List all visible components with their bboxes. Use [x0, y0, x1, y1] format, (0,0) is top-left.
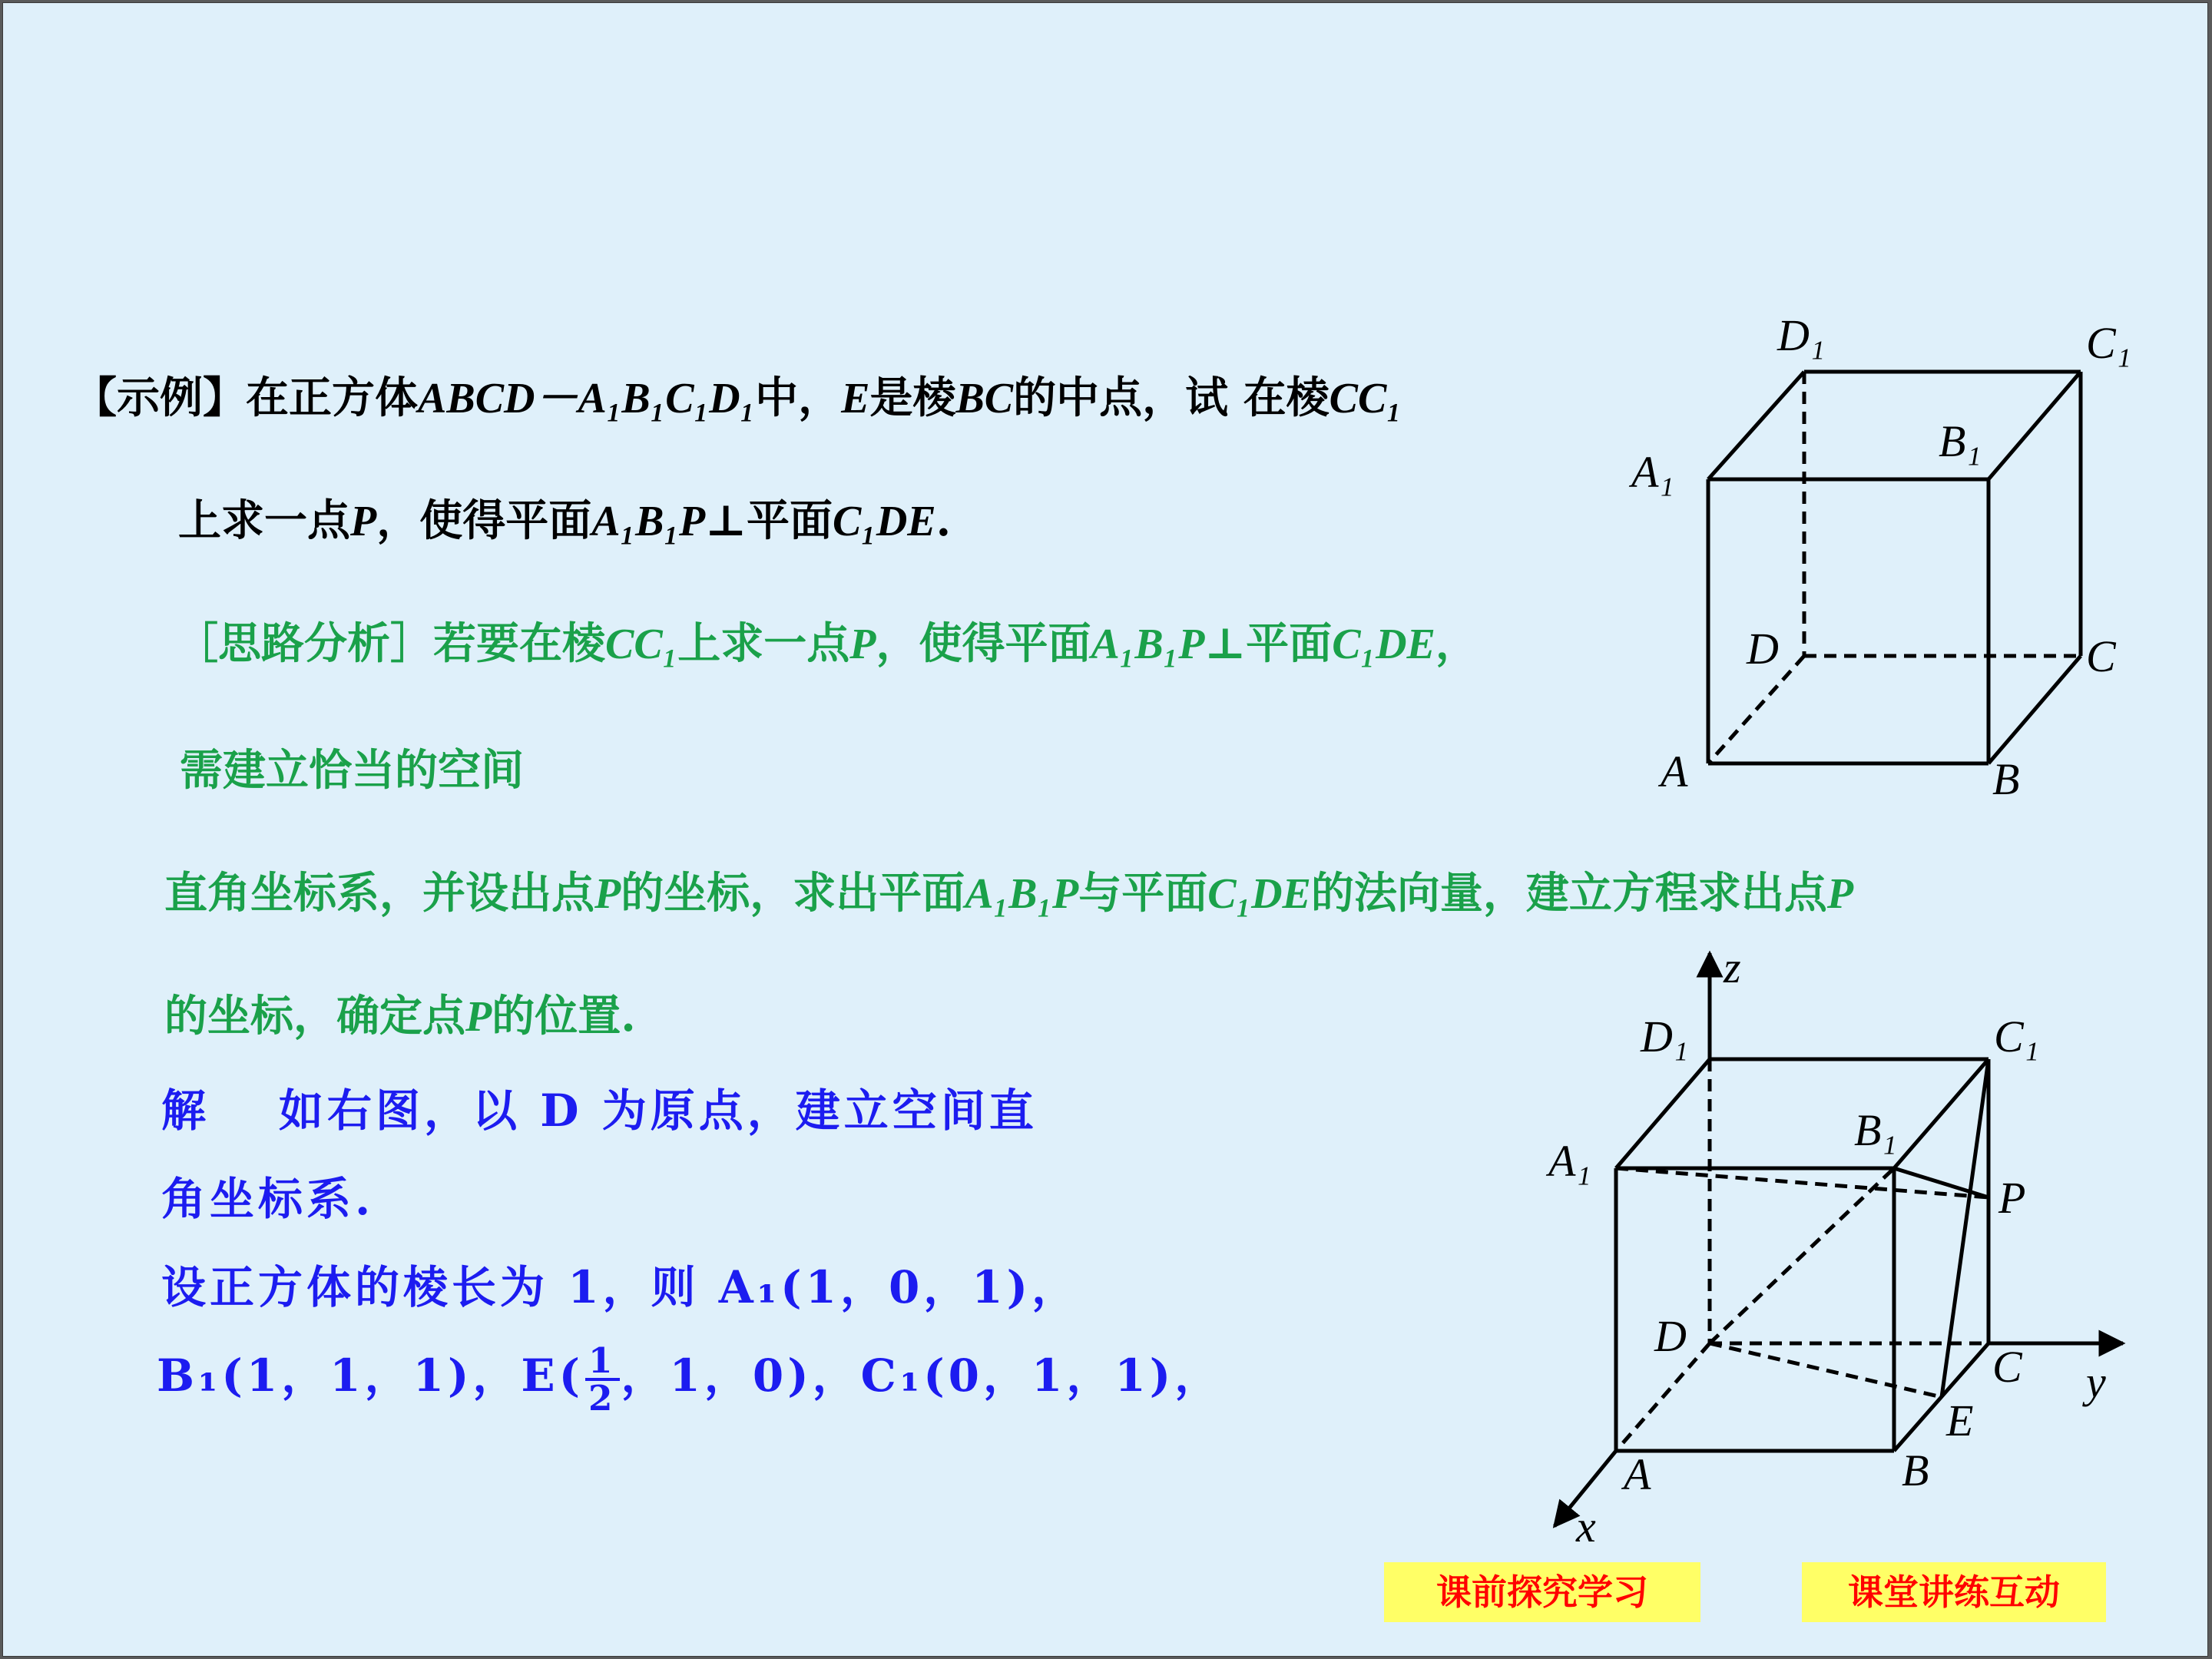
label-b1: B₁: [1939, 416, 1982, 466]
diagonal-db1-hidden: [1710, 1168, 1894, 1343]
text-run: 的坐标，确定点: [164, 991, 465, 1041]
segment-de-hidden: [1710, 1343, 1942, 1397]
point-p: P: [849, 621, 876, 668]
cube-figure-1: [1616, 295, 2169, 817]
text-run: ，: [1435, 618, 1479, 669]
label-b: B: [1902, 1445, 1929, 1495]
plane-a1b1p: A₁B₁P: [965, 870, 1079, 918]
solution-line-1: [161, 1075, 1038, 1139]
label-b1: B₁: [1854, 1105, 1897, 1155]
cube-name: ABCD－A₁B₁C₁D₁: [418, 375, 756, 422]
plane-c1de: C₁DE: [832, 498, 936, 545]
problem-prefix: 【示例】在正方体: [74, 373, 418, 423]
text-run: 上求一点: [178, 495, 350, 546]
text-run: 上求一点: [677, 618, 850, 669]
label-c1: C₁: [2086, 318, 2131, 368]
label-y: y: [2086, 1357, 2106, 1407]
plane-c1de: C₁DE: [1207, 870, 1311, 918]
text-run: 与平面: [1078, 868, 1208, 919]
label-d: D: [1654, 1311, 1687, 1361]
label-x: x: [1576, 1502, 1596, 1551]
problem-line-2: [178, 487, 951, 548]
analysis-line-3: [164, 859, 1853, 921]
label-a1: A₁: [1631, 447, 1674, 497]
label-a1: A₁: [1548, 1136, 1591, 1186]
analysis-line-2: 需建立恰当的空间: [180, 745, 524, 796]
label-c1: C₁: [1994, 1012, 2039, 1061]
fraction-one-half: [585, 1339, 619, 1419]
segment-a1p-hidden: [1616, 1168, 1988, 1197]
label-c: C: [1992, 1342, 2022, 1392]
solution-line-2: 角坐标系.: [161, 1173, 375, 1225]
plane-a1b1p: A₁B₁P: [1091, 621, 1205, 668]
plane-c1de: C₁DE: [1332, 621, 1435, 668]
label-c: C: [2086, 631, 2116, 681]
label-b: B: [1992, 754, 2020, 804]
text-run: .: [935, 495, 952, 546]
label-d1: D₁: [1777, 310, 1826, 360]
edge-cc1: CC₁: [1329, 375, 1402, 422]
text-run: ⊥平面: [705, 495, 833, 546]
edge-bc: [1894, 1343, 1988, 1451]
problem-line-1: [74, 364, 1402, 426]
text-run: 若要在棱: [433, 618, 605, 669]
point-e: E: [841, 375, 870, 422]
slide: [2, 2, 2208, 1657]
solution-line-4: [157, 1339, 1224, 1419]
solution-line-3: 设正方体的棱长为 1，则 A₁(1，0，1)，: [161, 1261, 1081, 1313]
label-a: A: [1624, 1449, 1651, 1499]
edge-d1a1: [1616, 1059, 1710, 1168]
label-p: P: [1998, 1173, 2026, 1223]
edge-b1c1: [1988, 372, 2081, 479]
analysis-label: ［思路分析］: [175, 618, 433, 669]
point-p: P: [1826, 870, 1854, 918]
nav-next-button[interactable]: 课堂讲练互动: [1802, 1562, 2106, 1622]
text-run: ⊥平面: [1204, 618, 1333, 669]
text-run: ，使得平面: [376, 495, 592, 546]
point-p: P: [350, 498, 377, 545]
label-e: E: [1946, 1396, 1974, 1445]
edge-bc: BC: [955, 375, 1014, 422]
text-run: 的坐标，求出平面: [621, 868, 965, 919]
segment-c1e: [1942, 1059, 1988, 1397]
analysis-line-1: [175, 610, 1479, 671]
label-a: A: [1661, 747, 1688, 796]
text-run: 的中点，试 在棱: [1013, 373, 1330, 423]
text-run: 的法向量，建立方程求出点: [1310, 868, 1827, 919]
text-run: B₁(1，1，1)，E(: [157, 1349, 584, 1402]
plane-a1b1p: A₁B₁P: [591, 498, 706, 545]
edge-d1a1: [1708, 372, 1804, 479]
text-run: ，1，0)，C₁(0，1，1)，: [621, 1349, 1224, 1402]
analysis-line-4: [164, 982, 636, 1044]
edge-bc: [1988, 656, 2081, 763]
label-d1: D₁: [1641, 1012, 1689, 1061]
text-run: ，使得平面: [876, 618, 1091, 669]
point-p: P: [594, 870, 621, 918]
point-p: P: [465, 993, 492, 1041]
solution-label: 解: [161, 1084, 210, 1137]
text-run: 直角坐标系，并设出点: [164, 868, 594, 919]
label-z: z: [1724, 944, 1741, 992]
text-run: 中，: [755, 373, 842, 423]
edge-cc1: CC₁: [605, 621, 678, 668]
text-run: 是棱: [869, 373, 956, 423]
text-run: 如右图，以 D 为原点，建立空间直: [279, 1084, 1038, 1137]
frac-den: 2: [588, 1378, 617, 1419]
text-run: 的位置.: [492, 991, 636, 1041]
nav-prev-button[interactable]: 课前探究学习: [1384, 1562, 1700, 1622]
cube-figure-2: [1539, 944, 2154, 1558]
frac-num: 1: [585, 1343, 619, 1381]
label-d: D: [1747, 624, 1779, 674]
